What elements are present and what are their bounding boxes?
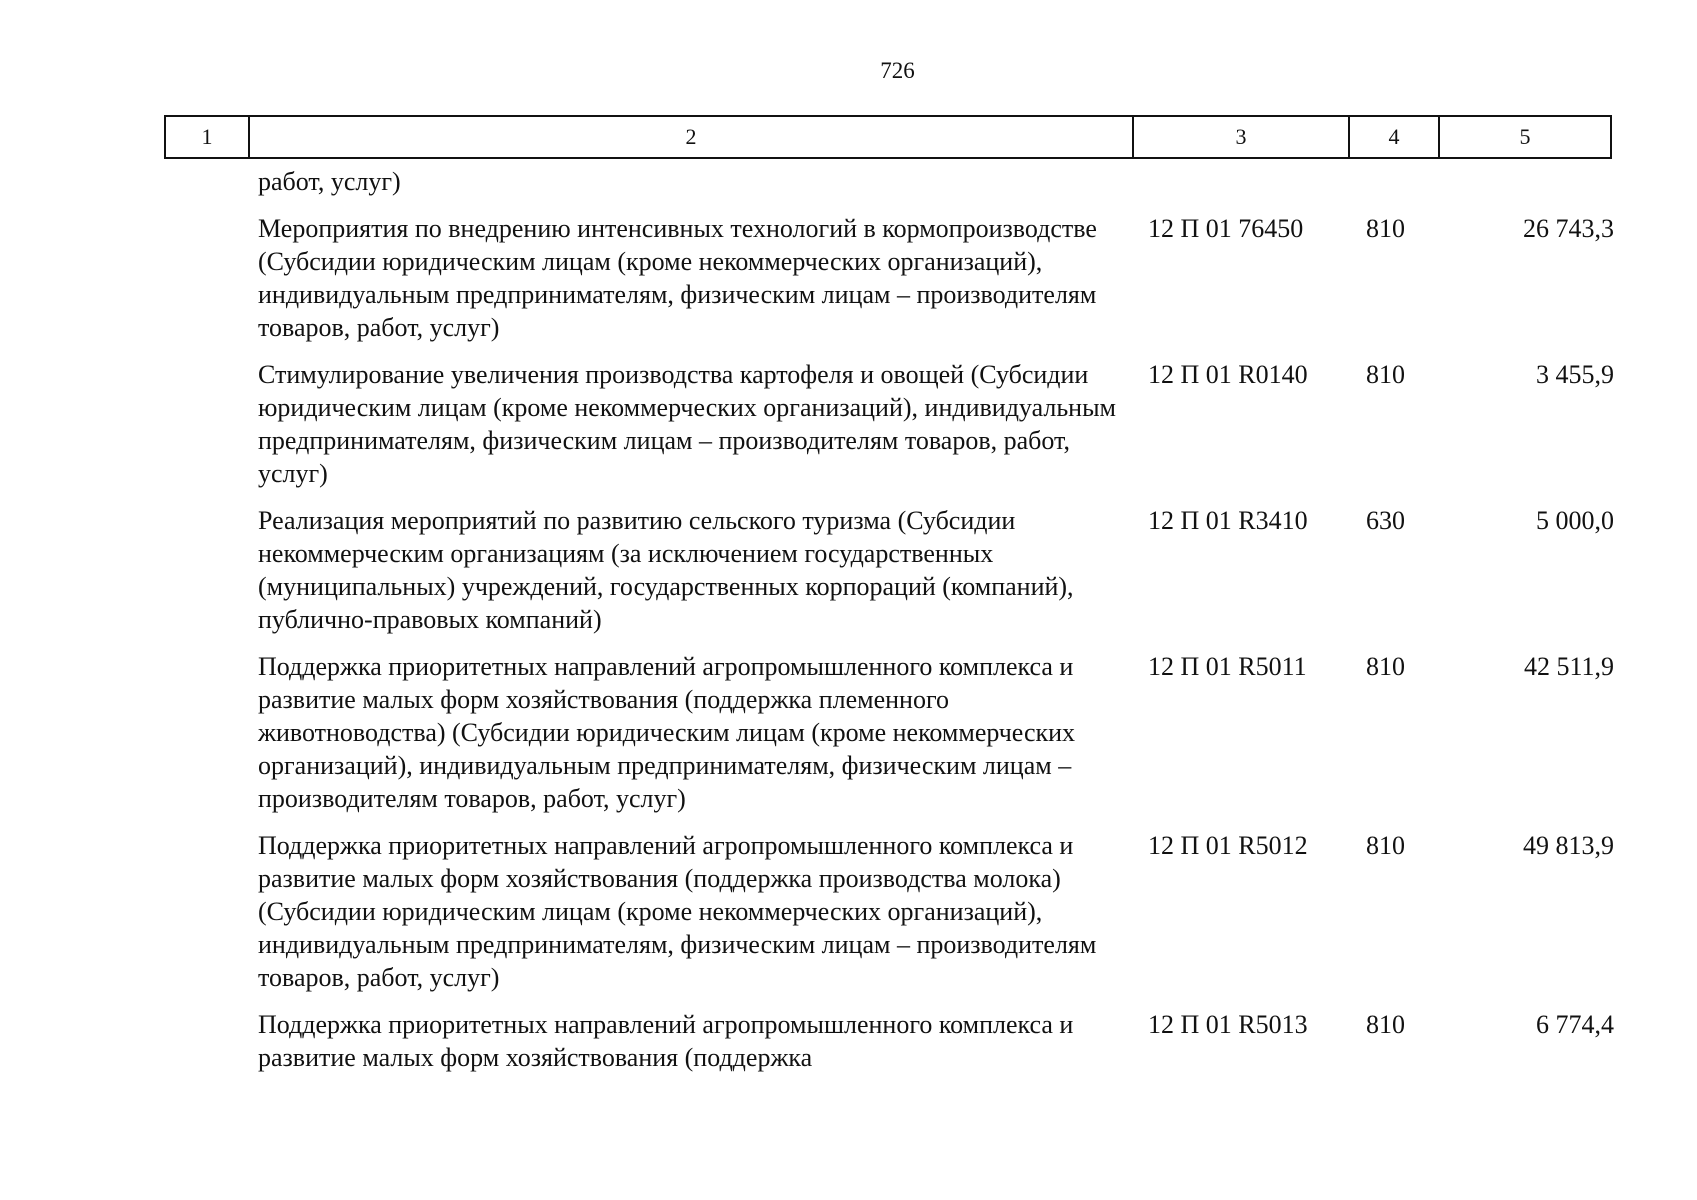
row-name: Мероприятия по внедрению интенсивных технологий в кормопроизводстве (Субсидии юридическим лицам (кроме некоммерческих организаций), индивидуальным предпринимателям, физическим лицам – производителям товаров, работ, услуг) (258, 214, 1097, 342)
row-amount: 49 813,9 (1523, 831, 1614, 860)
table-row (164, 650, 1616, 815)
row-index-cell (164, 1008, 258, 1074)
table-body (164, 165, 1616, 1088)
row-amount: 3 455,9 (1536, 360, 1614, 389)
row-name: Реализация мероприятий по развитию сельского туризма (Субсидии некоммерческим организациям (за исключением государственных (муниципальных) учреждений, государственных корпораций (компаний), публично-правовых компаний) (258, 506, 1074, 634)
row-code: 12 П 01 R5011 (1148, 652, 1307, 681)
row-index-cell (164, 650, 258, 815)
row-name: Стимулирование увеличения производства картофеля и овощей (Субсидии юридическим лицам (кроме некоммерческих организаций), индивидуальным предпринимателям, физическим лицам – производителям товаров, работ, услуг) (258, 360, 1117, 488)
row-amount: 6 774,4 (1536, 1010, 1614, 1039)
row-index-cell (164, 829, 258, 994)
row-code: 12 П 01 R0140 (1148, 360, 1308, 389)
row-index-cell (164, 212, 258, 344)
header-col-5: 5 (1439, 116, 1611, 158)
page-number: 726 (880, 58, 915, 83)
row-code (1138, 165, 1344, 198)
header-col-1: 1 (165, 116, 249, 158)
row-code: 12 П 01 R5012 (1148, 831, 1308, 860)
row-type: 810 (1366, 214, 1405, 243)
row-name: работ, услуг) (258, 167, 401, 196)
row-code: 12 П 01 R5013 (1148, 1010, 1308, 1039)
header-col-4: 4 (1349, 116, 1439, 158)
row-index-cell (164, 358, 258, 490)
row-code: 12 П 01 R3410 (1148, 506, 1308, 535)
row-name: Поддержка приоритетных направлений агропромышленного комплекса и развитие малых форм хозяйствования (поддержка племенного животноводства) (Субсидии юридическим лицам (кроме некоммерческих организаций), индивидуальным предпринимателям, физическим лицам – производителям товаров, работ, услуг) (258, 652, 1076, 813)
row-type: 810 (1366, 360, 1405, 389)
table-row (164, 1008, 1616, 1074)
row-type: 810 (1366, 1010, 1405, 1039)
header-row (165, 116, 1611, 158)
header-col-3: 3 (1133, 116, 1349, 158)
row-type: 810 (1366, 652, 1405, 681)
table-row (164, 165, 1616, 198)
row-index-cell (164, 504, 258, 636)
row-type: 630 (1366, 506, 1405, 535)
table-row (164, 212, 1616, 344)
header-col-2: 2 (249, 116, 1133, 158)
table-header (164, 115, 1612, 159)
row-type (1344, 165, 1434, 198)
row-name: Поддержка приоритетных направлений агропромышленного комплекса и развитие малых форм хозяйствования (поддержка производства молока) (Субсидии юридическим лицам (кроме некоммерческих организаций), индивидуальным предпринимателям, физическим лицам – производителям товаров, работ, услуг) (258, 831, 1097, 992)
row-amount: 26 743,3 (1523, 214, 1614, 243)
row-amount: 42 511,9 (1523, 652, 1614, 681)
row-type: 810 (1366, 831, 1405, 860)
row-index-cell (164, 165, 258, 198)
row-amount (1434, 165, 1616, 198)
table-row (164, 504, 1616, 636)
row-name: Поддержка приоритетных направлений агропромышленного комплекса и развитие малых форм хозяйствования (поддержка (258, 1010, 1074, 1072)
table-row (164, 829, 1616, 994)
row-amount: 5 000,0 (1536, 506, 1614, 535)
table-row (164, 358, 1616, 490)
row-code: 12 П 01 76450 (1148, 214, 1304, 243)
